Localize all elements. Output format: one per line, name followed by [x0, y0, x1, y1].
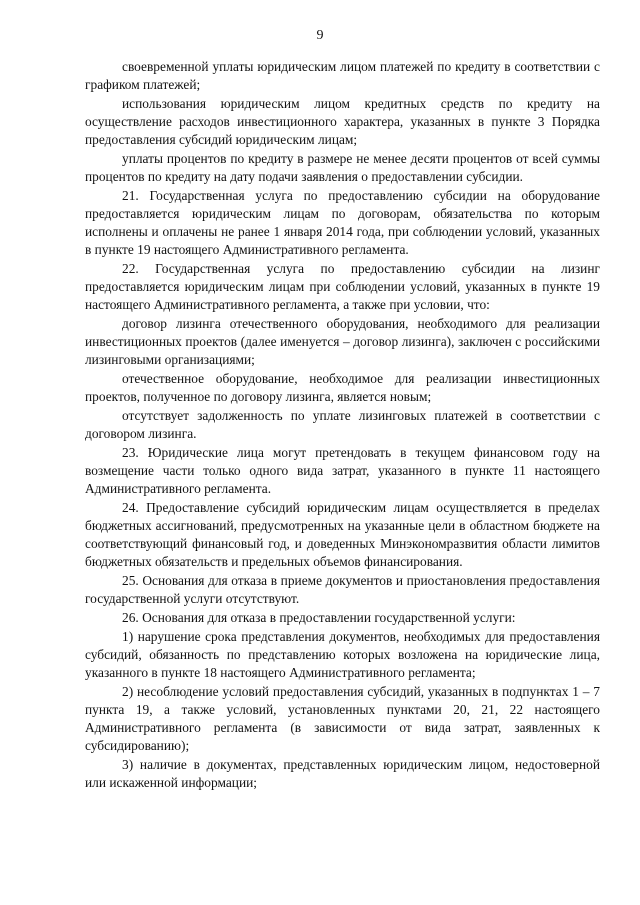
- paragraph: 22. Государственная услуга по предоставлению субсидии на лизинг предоставляется юридическим лицам при соблюдении условий, указанных в пункте 19 настоящего Административного регламента, а также при условии, что:: [85, 261, 600, 312]
- paragraph: отечественное оборудование, необходимое для реализации инвестиционных проектов, полученное по договору лизинга, является новым;: [85, 371, 600, 404]
- paragraph: 1) нарушение срока представления документов, необходимых для предоставления субсидий, обязанность по представлению которых возложена на юридические лица, указанного в пункте 18 настоящего Административного регламента;: [85, 629, 600, 680]
- paragraph: уплаты процентов по кредиту в размере не менее десяти процентов от всей суммы процентов по кредиту на дату подачи заявления о предоставлении субсидии.: [85, 151, 600, 184]
- paragraph: отсутствует задолженность по уплате лизинговых платежей в соответствии с договором лизинга.: [85, 408, 600, 441]
- paragraph: 26. Основания для отказа в предоставлении государственной услуги:: [122, 610, 516, 625]
- paragraph: 24. Предоставление субсидий юридическим лицам осуществляется в пределах бюджетных ассигнований, предусмотренных на указанные цели в областном бюджете на соответствующий финансовый год, и доведенных Минэкономразвития области лимитов бюджетных обязательств и предельных объемов финансирования.: [85, 500, 600, 569]
- paragraph: 2) несоблюдение условий предоставления субсидий, указанных в подпунктах 1 – 7 пункта 19, а также условий, установленных пунктами 20, 21, 22 настоящего Административного регламента (в зависимости от вида затрат, заявленных к субсидированию);: [85, 684, 600, 753]
- paragraph: 3) наличие в документах, представленных юридическим лицом, недостоверной или искаженной информации;: [85, 757, 600, 790]
- paragraph: своевременной уплаты юридическим лицом платежей по кредиту в соответствии с графиком платежей;: [85, 59, 600, 92]
- document-body: [85, 58, 600, 792]
- paragraph: договор лизинга отечественного оборудования, необходимого для реализации инвестиционных проектов (далее именуется – договор лизинга), заключен с российскими лизинговыми организациями;: [85, 316, 600, 367]
- page-number: 9: [316, 28, 324, 43]
- paragraph: использования юридическим лицом кредитных средств по кредиту на осуществление расходов инвестиционного характера, указанных в пункте 3 Порядка предоставления субсидий юридическим лицам;: [85, 96, 600, 147]
- paragraph: 21. Государственная услуга по предоставлению субсидии на оборудование предоставляется юридическим лицам по договорам, обязательства по которым исполнены и оплачены не ранее 1 января 2014 года, при соблюдении условий, указанных в пункте 19 настоящего Административного регламента.: [85, 188, 600, 257]
- paragraph: 25. Основания для отказа в приеме документов и приостановления предоставления государственной услуги отсутствуют.: [85, 573, 600, 606]
- paragraph: 23. Юридические лица могут претендовать в текущем финансовом году на возмещение части только одного вида затрат, указанного в пункте 11 настоящего Административного регламента.: [85, 445, 600, 496]
